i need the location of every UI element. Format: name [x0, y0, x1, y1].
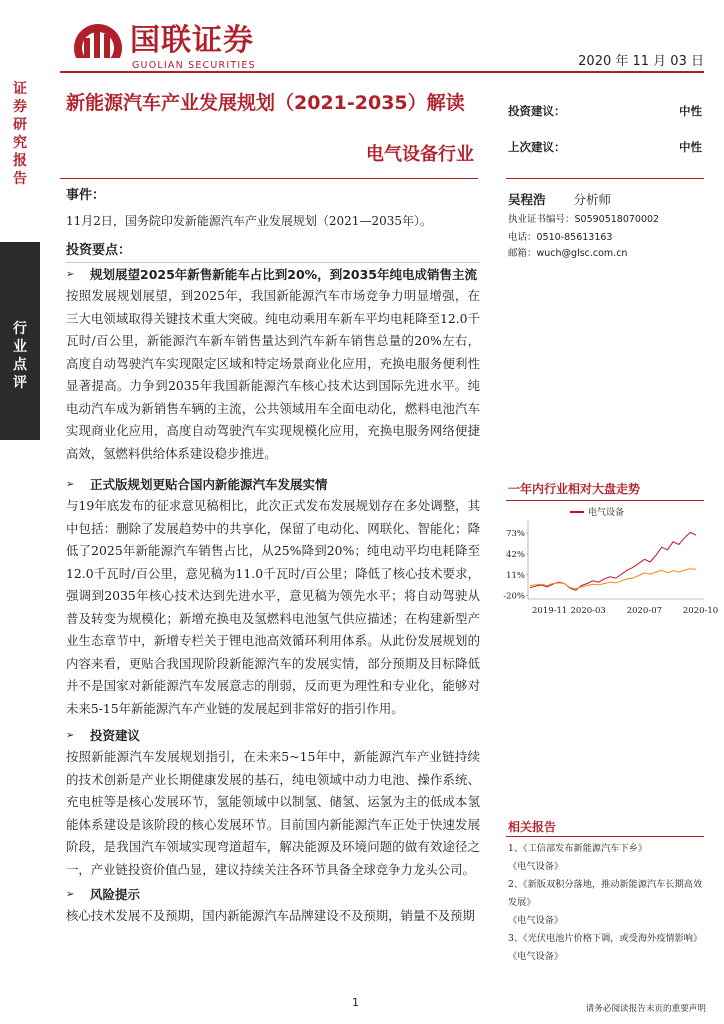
rating-current-label: 投资建议： — [508, 104, 566, 118]
analyst-role: 分析师 — [573, 192, 612, 207]
analyst-phone: 电话：0510-85613163 — [508, 232, 613, 243]
header-divider — [60, 71, 704, 73]
related-item-source: 《电气设备》 — [508, 861, 564, 872]
related-item[interactable]: 3、《光伏电池片价格下调，或受海外疫情影响》 — [508, 933, 703, 944]
section-heading-text: 风险提示 — [90, 887, 141, 902]
related-divider — [506, 836, 704, 837]
related-item-source: 《电气设备》 — [508, 951, 564, 962]
chart-divider — [506, 500, 704, 501]
analyst-email[interactable]: 邮箱：wuch@glsc.com.cn — [508, 248, 628, 259]
rating-previous-label: 上次建议： — [508, 140, 566, 154]
sidebar-report-type-label: 证券研究报告 — [13, 81, 27, 187]
related-heading: 相关报告 — [508, 820, 557, 834]
y-tick-label: 42% — [506, 549, 525, 560]
arrow-bullet-icon: ➢ — [66, 269, 75, 280]
event-heading: 事件： — [66, 188, 106, 203]
section-heading-text: 投资建议 — [90, 728, 141, 743]
x-tick-label: 2020-03 — [570, 606, 606, 616]
report-title: 新能源汽车产业发展规划（2021-2035）解读 — [66, 92, 465, 114]
arrow-bullet-icon: ➢ — [66, 730, 75, 741]
logo-name-cn: 国联证券 — [130, 23, 254, 58]
page-number: 1 — [352, 996, 359, 1009]
series-line — [530, 569, 696, 589]
logo-name-en: GUOLIAN SECURITIES — [132, 60, 256, 71]
analyst-name: 吴程浩 — [508, 192, 546, 207]
section-heading — [66, 265, 480, 285]
section-heading — [66, 475, 480, 495]
y-tick-label: 11% — [506, 570, 525, 581]
report-date: 2020 年 11 月 03 日 — [578, 54, 704, 69]
y-tick-label: 73% — [506, 529, 525, 540]
company-logo — [72, 20, 292, 74]
section-paragraph: 与19年底发布的征求意见稿相比，此次正式发布发展规划存在多处调整，其中包括：删除了发展趋势中的共享化，保留了电动化、网联化、智能化；降低了2025年新能源汽车销售占比，从25%降到20%；纯电动平均电耗降至12.0千瓦时/百公里，意见稿为11.0千瓦时/百公里；降低了核心技术要求，强调到2035年核心技术达到先进水平，意见稿为领先水平；将自动驾驶从普及转变为规模化；新增充换电及氢燃料电池氢气供应描述；在构建新型产业生态章节中，新增专栏关于锂电池高效循环利用体系。从此份发展规划的内容来看，更贴合我国现阶段新能源汽车的发展实情，部分预期及目标降低并不是国家对新能源汽车发展意志的削弱，反而更为理性和专业化，能够对未来5-15年新能源汽车产业链的发展起到非常好的指引作用。 — [66, 498, 480, 716]
section-paragraph: 核心技术发展不及预期，国内新能源汽车品牌建设不及预期，销量不及预期 — [66, 908, 475, 923]
logo-mark-icon — [72, 20, 124, 74]
section-heading-text: 规划展望2025年新售新能车占比到20%，到2035年纯电成销售主流 — [90, 267, 478, 282]
relative-performance-chart — [500, 503, 719, 623]
x-tick-label: 2020-07 — [626, 606, 663, 616]
industry-label: 电气设备行业 — [366, 144, 474, 165]
analyst-name-row — [508, 190, 704, 208]
arrow-bullet-icon: ➢ — [66, 479, 75, 490]
section-heading — [66, 885, 480, 905]
analyst-cert: 执业证书编号：S0590518070002 — [508, 214, 660, 225]
y-tick-label: -20% — [503, 591, 525, 602]
main-top-divider — [60, 178, 478, 179]
rating-previous-value: 中性 — [679, 140, 702, 154]
legend-label: 电气设备 — [588, 508, 625, 518]
side-top-divider — [506, 178, 704, 179]
rating-previous — [508, 139, 702, 157]
sidebar-category-label: 行业点评 — [13, 321, 27, 391]
related-item[interactable]: 1、《工信部发布新能源汽车下乡》 — [508, 843, 648, 854]
related-list — [508, 840, 708, 966]
x-tick-label: 2020-10 — [682, 606, 719, 616]
series-line — [530, 532, 696, 590]
x-tick-label: 2019-11 — [532, 606, 568, 616]
points-heading: 投资要点： — [66, 243, 132, 258]
disclaimer-note: 请务必阅读报告末页的重要声明 — [585, 1004, 706, 1014]
section-paragraph: 按照新能源汽车发展规划指引，在未来5~15年中，新能源汽车产业链持续的技术创新是产业长期健康发展的基石，纯电领域中动力电池、操作系统、充电桩等是核心发展环节，氢能领域中以制氢、储氢、运氢为主的低成本氢能体系建设是该阶段的核心发展环节。目前国内新能源汽车正处于快速发展阶段，是我国汽车领域实现弯道超车，解决能源及环境问题的做有效途径之一，产业链投资价值凸显，建议持续关注各环节具备全球竞争力龙头公司。 — [66, 749, 480, 877]
arrow-bullet-icon: ➢ — [66, 889, 75, 900]
analyst-card — [508, 190, 704, 262]
chart-title: 一年内行业相对大盘走势 — [508, 482, 641, 496]
section-paragraph: 按照发展规划展望，到2025年，我国新能源汽车市场竞争力明显增强，在三大电领域取得关键技术重大突破。纯电动乘用车新车平均电耗降至12.0千瓦时/百公里，新能源汽车新车销售量达到汽车新车销售总量的20%左右，高度自动驾驶汽车实现限定区域和特定场景商业化应用，充换电服务便利性显著提高。力争到2035年我国新能源汽车核心技术达到国际先进水平。纯电动汽车成为新销售车辆的主流，公共领域用车全面电动化，燃料电池汽车实现商业化应用，高度自动驾驶汽车实现规模化应用，充换电服务网络便捷高效，氢燃料供给体系建设稳步推进。 — [66, 288, 480, 461]
rating-current-value: 中性 — [679, 104, 702, 118]
points-divider — [66, 262, 480, 263]
rating-current — [508, 103, 702, 121]
main-content — [66, 184, 480, 928]
related-item-source: 《电气设备》 — [508, 915, 564, 926]
section-heading-text: 正式版规划更贴合国内新能源汽车发展实情 — [90, 477, 328, 492]
section-heading — [66, 726, 480, 746]
event-text: 11月2日，国务院印发新能源汽车产业发展规划（2021—2035年）。 — [66, 214, 432, 228]
related-item[interactable]: 2、《新版双积分落地，推动新能源汽车长期高效发展》 — [508, 879, 703, 908]
